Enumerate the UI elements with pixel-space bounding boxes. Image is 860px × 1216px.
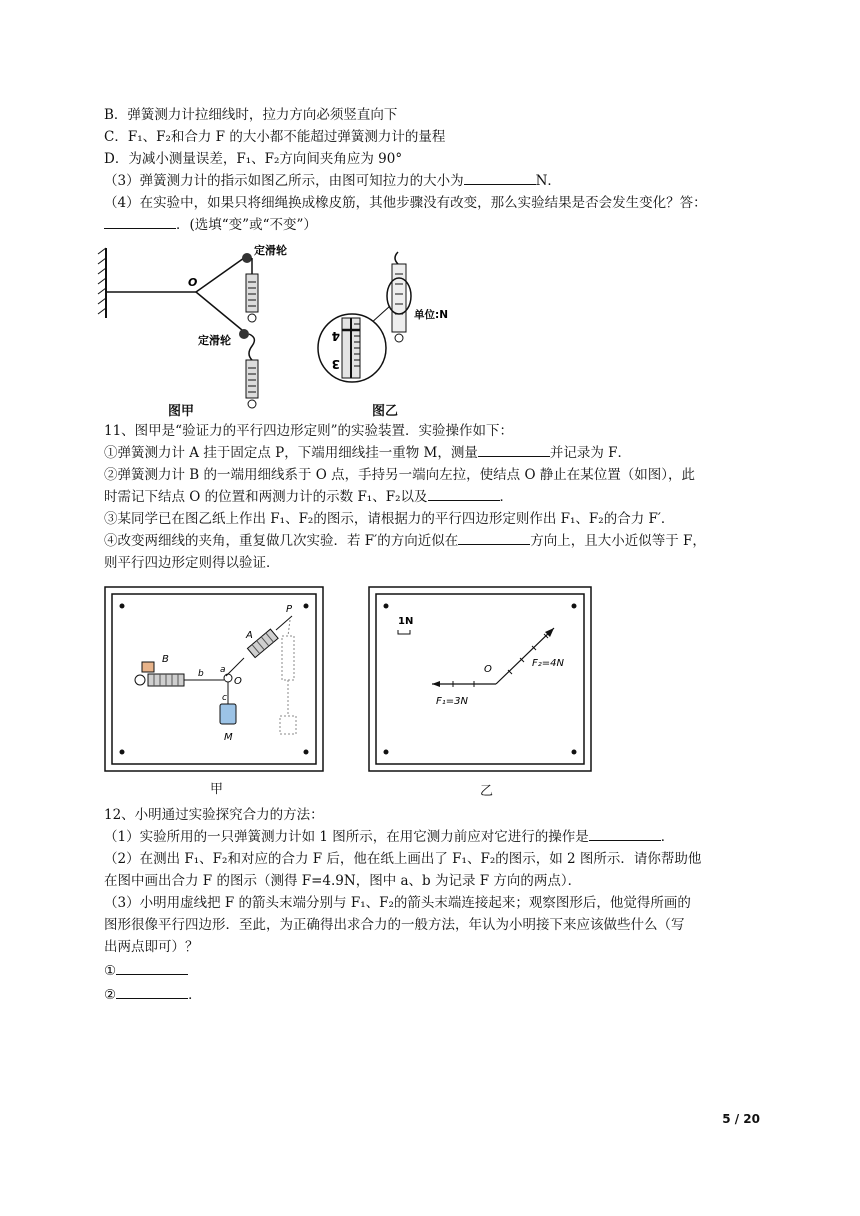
q11-step2-end: ． — [499, 489, 513, 505]
q12-answer-1 — [104, 960, 188, 982]
string-lower — [196, 292, 242, 330]
q12-part3-cont: 图形很像平行四边形．至此，为正确得出求合力的一般方法，年认为小明接下来应该做些什么（写 — [104, 917, 685, 933]
q12-answer-1-blank — [116, 962, 188, 975]
q10-option-c: C．F₁、F₂和合力 F 的大小都不能超过弹簧测力计的量程 — [104, 129, 446, 145]
wall-hatching — [98, 248, 106, 314]
q11-step2-text: 时需记下结点 O 的位置和两测力计的示数 F₁、F₂以及 — [104, 489, 428, 505]
q12-answer-1-marker: ① — [104, 963, 117, 979]
q11-figure-jia — [104, 586, 324, 772]
q11-step4-end: 方向上，且大小近似等于 F， — [530, 533, 706, 549]
knot-o-label: O — [234, 676, 242, 687]
f2-label: F₂=4N — [532, 658, 564, 669]
page-number: 5 / 20 — [722, 1112, 760, 1126]
q12-part1-text: （1）实验所用的一只弹簧测力计如 1 图所示，在用它测力前应对它进行的操作是 — [104, 829, 589, 845]
q12-answer-2-marker: ② — [104, 987, 117, 1003]
scale-label: 1N — [398, 616, 414, 627]
q10-part4-answer — [104, 214, 317, 236]
q10-option-b: B．弹簧测力计拉细线时，拉力方向必须竖直向下 — [104, 107, 398, 123]
unit-label: 单位:N — [414, 309, 448, 321]
q10-figure-jia — [92, 238, 287, 418]
weight-m-label: M — [224, 732, 233, 743]
q11-figure-jia-caption: 甲 — [210, 782, 224, 797]
q10-part4-blank — [104, 216, 176, 229]
label-a: a — [220, 665, 226, 675]
q11-figure-yi — [368, 586, 592, 772]
pulley-bottom-icon — [239, 329, 249, 339]
tick-4-label: 4 — [331, 329, 340, 343]
string-upper — [196, 258, 244, 292]
q11-step1-blank — [478, 444, 550, 457]
q11-title: 11、图甲是“验证力的平行四边形定则”的实验装置．实验操作如下： — [104, 423, 513, 439]
q11-step2-blank — [428, 488, 500, 501]
q12-title: 12、小明通过实验探究合力的方法： — [104, 807, 324, 823]
q10-option-d: D．为减小测量误差，F₁、F₂方向间夹角应为 90° — [104, 151, 403, 167]
q10-part3 — [104, 170, 561, 192]
q12-answer-2-end: ． — [188, 987, 202, 1003]
pulley-top-icon — [242, 253, 252, 263]
q11-step4-text: ④改变两细线的夹角，重复做几次实验．若 F′的方向近似在 — [104, 533, 459, 549]
label-b: b — [198, 669, 204, 679]
q11-step3: ③某同学已在图乙纸上作出 F₁、F₂的图示，请根据力的平行四边形定则作出 F₁、F₂的合力 F′． — [104, 511, 675, 527]
q10-figure-jia-caption: 图甲 — [168, 404, 195, 419]
q11-step1-end: 并记录为 F． — [549, 445, 631, 461]
q12-part1-blank — [589, 828, 661, 841]
pulley-bottom-label: 定滑轮 — [198, 334, 231, 347]
label-c: c — [222, 693, 227, 703]
q12-answer-2 — [104, 984, 202, 1006]
q12-part2: （2）在测出 F₁、F₂和对应的合力 F 后，他在纸上画出了 F₁、F₂的图示，如 2 图所示．请你帮助他 — [104, 851, 702, 867]
q11-step2-cont — [104, 486, 513, 508]
q12-part3-cont2: 出两点即可）？ — [104, 939, 199, 955]
q10-figure-yi — [312, 244, 472, 394]
point-p-label: P — [286, 604, 293, 615]
q10-part4-end: ．(选填“变”或“不变”） — [176, 217, 317, 233]
q11-step4-cont: 则平行四边形定则得以验证． — [104, 555, 280, 571]
q10-part4: （4）在实验中，如果只将细绳换成橡皮筋，其他步骤没有改变，那么实验结果是否会发生变化？答： — [104, 195, 707, 211]
q12-part3: （3）小明用虚线把 F 的箭头末端分别与 F₁、F₂的箭头末端连接起来；观察图形后，他觉得所画的 — [104, 895, 691, 911]
q11-step4-blank — [458, 532, 530, 545]
q10-figure-yi-caption: 图乙 — [372, 404, 399, 419]
scale-b-label: B — [162, 654, 169, 665]
point-o-label: O — [188, 276, 198, 289]
q11-step4 — [104, 530, 706, 552]
origin-o-label: O — [484, 664, 492, 675]
weight-m — [220, 704, 236, 724]
scale-a-label: A — [246, 630, 253, 641]
q11-figure-yi-caption: 乙 — [480, 784, 494, 799]
q10-part3-end: N． — [535, 173, 561, 189]
q10-part3-blank — [464, 172, 536, 185]
q11-step1 — [104, 442, 631, 464]
q12-part1 — [104, 826, 674, 848]
hand-icon — [142, 662, 154, 672]
q12-part2-cont: 在图中画出合力 F 的图示（测得 F=4.9N，图中 a、b 为记录 F 方向的两点）． — [104, 873, 582, 889]
q12-part1-end: ． — [660, 829, 675, 845]
q10-part3-text: （3）弹簧测力计的指示如图乙所示，由图可知拉力的大小为 — [104, 173, 464, 189]
q11-step1-text: ①弹簧测力计 A 挂于固定点 P，下端用细线挂一重物 M，测量 — [104, 445, 478, 461]
f1-label: F₁=3N — [436, 696, 468, 707]
q12-answer-2-blank — [116, 986, 188, 999]
q11-step2: ②弹簧测力计 B 的一端用细线系于 O 点，手持另一端向左拉，使结点 O 静止在某位置（如图），此 — [104, 467, 696, 483]
tick-3-label: 3 — [331, 357, 340, 371]
pulley-top-label: 定滑轮 — [254, 244, 287, 257]
